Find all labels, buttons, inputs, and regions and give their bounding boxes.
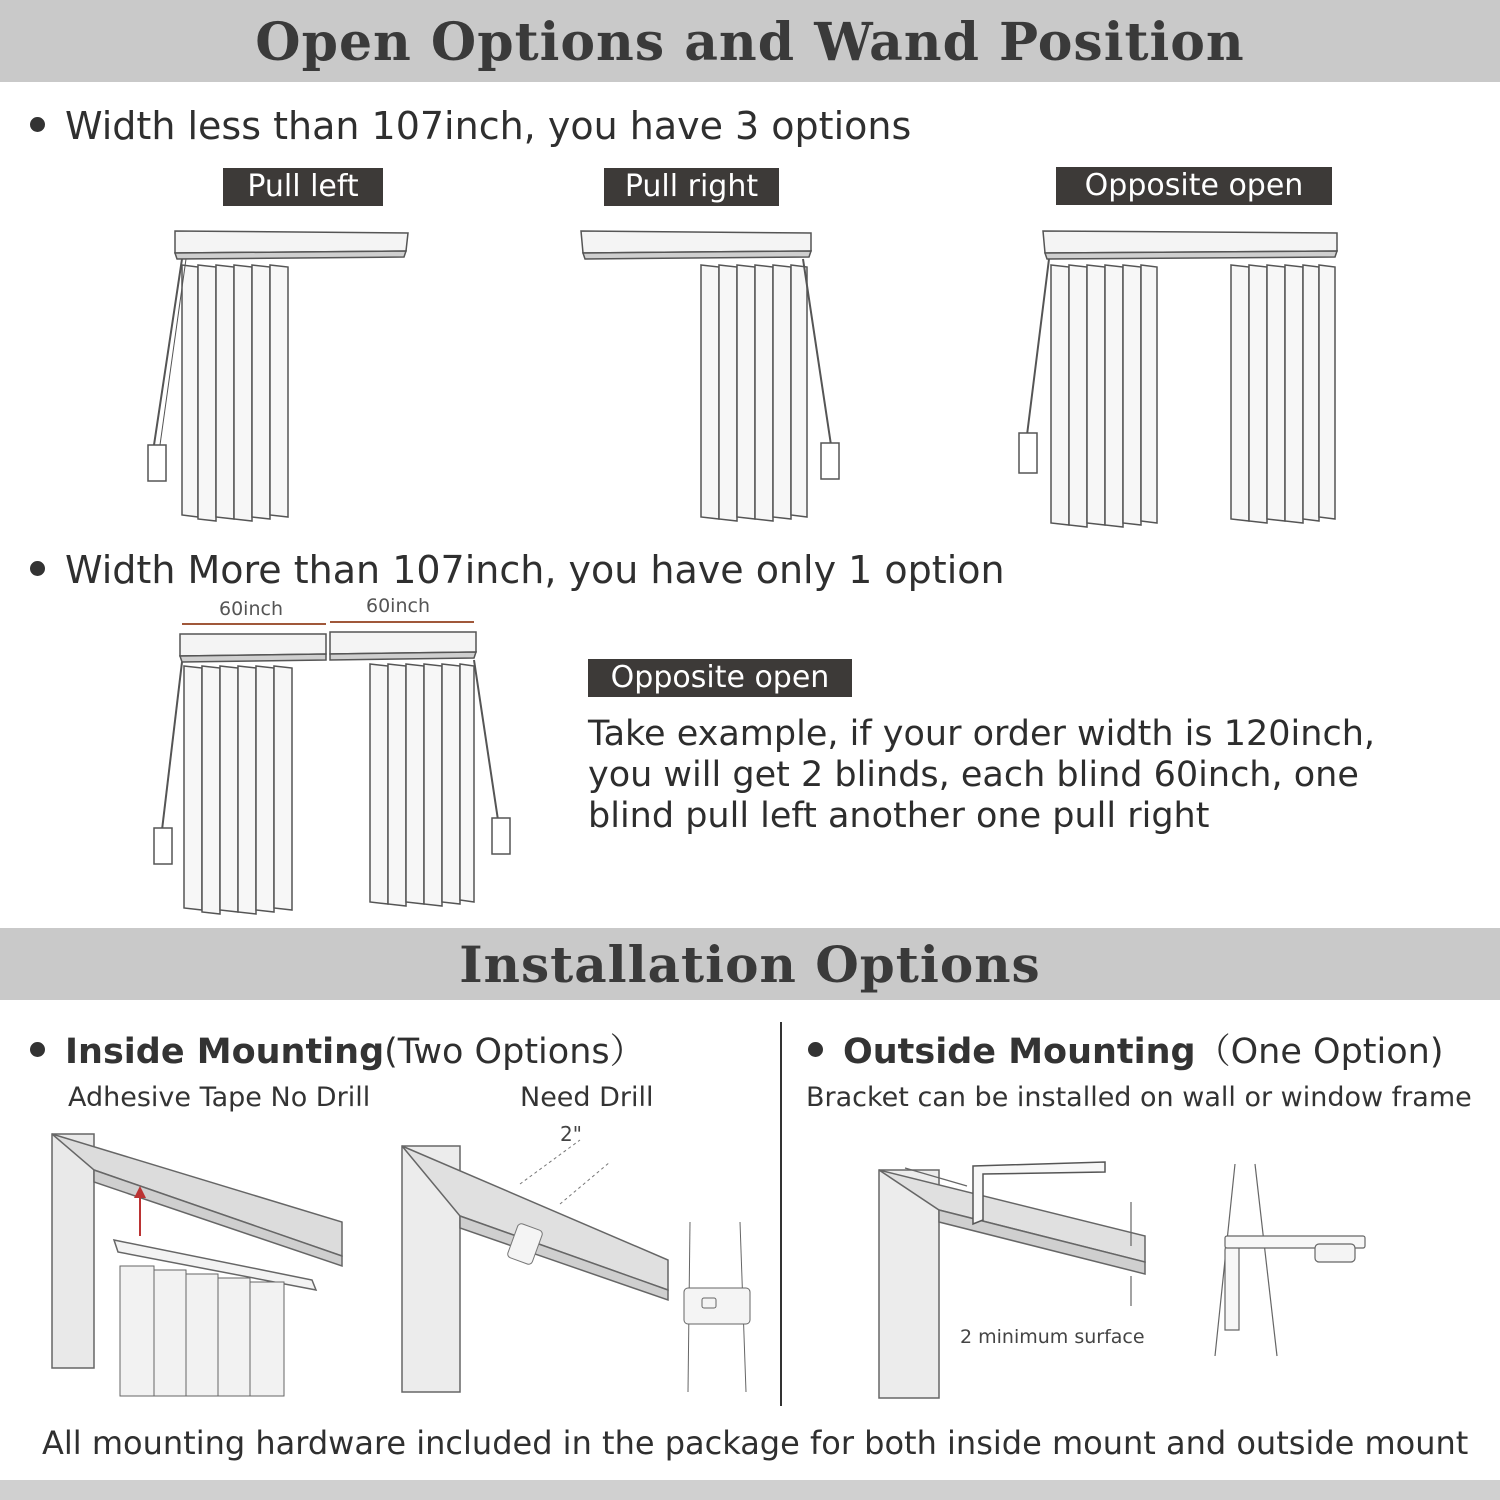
footer-band — [0, 1480, 1500, 1500]
pull-left-illustration — [140, 225, 420, 535]
pull-right-illustration — [575, 225, 855, 535]
example-text: Take example, if your order width is 120inch, you will get 2 blinds, each blind 60inch, one blind pull left another one pull right — [588, 714, 1376, 836]
footer-note: All mounting hardware included in the package for both inside mount and outside mount — [42, 1424, 1469, 1462]
outside-description: Bracket can be installed on wall or window frame — [806, 1082, 1472, 1113]
need-drill-illustration — [400, 1140, 760, 1400]
tag-opposite-open-large: Opposite open — [588, 659, 852, 697]
adhesive-tape-label: Adhesive Tape No Drill — [68, 1082, 371, 1113]
section-title-installation: Installation Options — [459, 935, 1041, 994]
tag-pull-right: Pull right — [604, 168, 779, 206]
bullet-icon — [30, 561, 45, 576]
opposite-open-illustration — [1015, 225, 1355, 535]
outside-mount-illustration — [875, 1150, 1395, 1400]
bullet-width-less: Width less than 107inch, you have 3 options — [30, 104, 911, 148]
section-title-open-options: Open Options and Wand Position — [255, 12, 1245, 73]
installation-divider — [780, 1022, 782, 1406]
min-surface-label: 2 minimum surface — [960, 1326, 1145, 1348]
adhesive-tape-illustration — [50, 1130, 350, 1400]
dim-label-right: 60inch — [366, 595, 430, 617]
tag-opposite-open: Opposite open — [1056, 167, 1332, 205]
dim-label-drill-top: 2" — [560, 1122, 582, 1146]
outside-mounting-heading: Outside Mounting（One Option) — [808, 1024, 1443, 1074]
tag-pull-left: Pull left — [223, 168, 383, 206]
bullet-width-more: Width More than 107inch, you have only 1 option — [30, 548, 1005, 592]
dim-label-left: 60inch — [219, 598, 283, 620]
bullet-icon — [30, 1042, 45, 1057]
inside-mounting-heading: Inside Mounting(Two Options） — [30, 1024, 645, 1074]
bullet-icon — [30, 117, 45, 132]
two-blinds-illustration — [140, 620, 520, 920]
bullet-icon — [808, 1042, 823, 1057]
need-drill-label: Need Drill — [520, 1082, 654, 1113]
